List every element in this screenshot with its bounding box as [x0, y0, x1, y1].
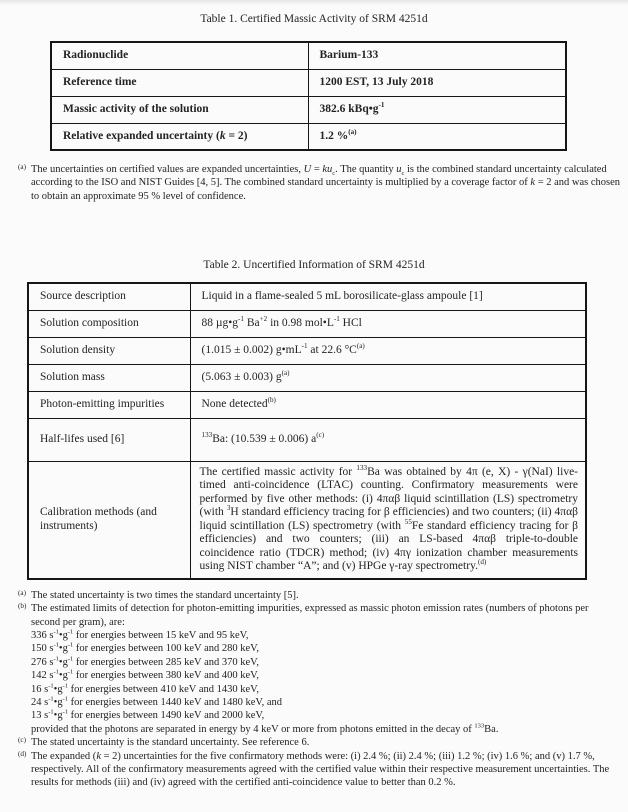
footnote-marker: (d) [18, 749, 27, 758]
footnote-text: The uncertainties on certified values are expanded uncertainties, $U = ku_c$. The quantity $u_c$ is the combined standard uncertainty calculated according to the ISO and NIST Guides [4, 5]. The combined standard uncertainty is multiplied by a coverage factor of k = 2 and was chosen to obtain an approximate 95 % level of confidence. [31, 164, 621, 202]
detection-limit-line: 16 $s^{-1}•g^{-1}$ for energies between 410 keV and 1430 keV, [31, 682, 259, 695]
row-label-cell: Half-lifes used [6] [28, 418, 190, 461]
table2-footnotes [18, 589, 620, 790]
row-label-cell: Calibration methods (and instruments) [28, 461, 190, 579]
row-label-cell: Source description [28, 283, 190, 310]
table-row [28, 391, 586, 418]
footnote-marker: (c) [18, 736, 26, 745]
table-row [51, 123, 566, 150]
detection-limit-line: 150 $s^{-1}•g^{-1}$ for energies between 100 keV and 280 keV, [31, 641, 259, 655]
detection-limit-line: 142 $s^{-1}•g^{-1}$ for energies between 380 keV and 400 keV, [31, 668, 259, 682]
detection-limit-line: 336 $s^{-1}•g^{-1}$ for energies between 15 keV and 95 keV, [31, 628, 249, 641]
row-value-cell: 1.2 %$^{(a)}$ [308, 123, 566, 150]
row-label-cell: Radionuclide [51, 42, 308, 69]
row-label-cell: Reference time [51, 69, 308, 96]
document-page [0, 13, 628, 790]
detection-limit-line: 24 $s^{-1}•g^{-1}$ for energies between 1440 keV and 1480 keV, and [31, 695, 283, 708]
table-row [51, 96, 566, 123]
table2-title: Table 2. Uncertified Information of SRM 4251d [203, 259, 425, 272]
footnote-text: The expanded (k = 2) uncertainties for the five confirmatory methods were: (i) 2.4 %; (ii) 2.4 %; (iii) 1.2 %; (iv) 1.6 %; and (v) 1.7 %, respectively. All of the confirmatory measurements agreed with the certified value within their respective measurement uncertainties. The results for methods (iii) and (iv) agreed with the certified anti-coincidence value to better than 0.2 %. [31, 750, 610, 789]
footnote-text: The estimated limits of detection for photon-emitting impurities, expressed as massic photon emission rates (numbers of photons per second per gram), are: [31, 603, 589, 628]
table-row [28, 337, 586, 364]
footnote-b [18, 602, 620, 736]
row-value-cell: 88 $\mu g•g^{-1}$ $Ba^{+2}$ in 0.98 $mol•L^{-1}$ HCl [190, 310, 586, 337]
detection-limit-proviso: provided that the photons are separated in energy by 4 keV or more from photons emitted in the decay of $^{133}$Ba. [31, 722, 499, 735]
table-row [28, 461, 586, 579]
footnote-c [18, 736, 620, 749]
row-label-cell: Relative expanded uncertainty (k = 2) [51, 123, 308, 150]
detection-limit-line: 13 $s^{-1}•g^{-1}$ for energies between 1490 keV and 2000 keV, [31, 708, 265, 722]
row-label-cell: Solution mass [28, 364, 190, 391]
row-label-cell: Solution composition [28, 310, 190, 337]
footnote-marker: (a) [18, 163, 26, 171]
row-value-cell: (1.015 ± 0.002) $g•mL^{-1}$ at 22.6 $^\circ C^{(a)}$ [190, 337, 586, 364]
row-label-cell: Solution density [28, 337, 190, 364]
table-row [51, 42, 566, 69]
row-value-cell: None detected$^{(b)}$ [190, 391, 586, 418]
footnote-marker: (a) [18, 588, 26, 597]
row-label-cell: Massic activity of the solution [51, 96, 308, 123]
row-value-cell: Barium-133 [308, 42, 566, 69]
row-value-cell: The certified massic activity for $^{133}$Ba was obtained by 4π (e, X) - γ(NaI) live-timed anti-coincidence (LTAC) counting. Confirmatory measurements were performed by five other methods: (i) 4παβ liquid scintillation (LS) spectrometry (with $^3$H standard efficiency tracing for β efficiencies) and two counters; (ii) 4παβ liquid scintillation (LS) spectrometry (with $^{55}$Fe standard efficiency tracing for β efficiencies) and two counters; (iii) an LS-based 4παβ triple-to-double coincidence ratio (TDCR) method; (iv) 4πγ ionization chamber measurements using NIST chamber “A”; and (v) HPGe γ-ray spectrometry.$^{(d)}$ [190, 461, 586, 579]
footnote-a [18, 589, 620, 602]
row-value-cell: $^{133}$Ba: (10.539 ± 0.006) $a^{(c)}$ [190, 418, 586, 461]
row-value-cell: 1200 EST, 13 July 2018 [308, 69, 566, 96]
row-value-cell: 382.6 $kBq•g^{-1}$ [308, 96, 566, 123]
row-value-cell: (5.063 ± 0.003) $g^{(a)}$ [190, 364, 586, 391]
footnote-text: The stated uncertainty is two times the standard uncertainty [5]. [31, 589, 299, 601]
footnote-text: The stated uncertainty is the standard uncertainty. See reference 6. [31, 737, 310, 749]
table1-footnotes [18, 163, 620, 203]
footnote-d [18, 750, 620, 790]
table-row [28, 418, 586, 461]
footnote-marker: (b) [18, 602, 27, 611]
table-row [28, 310, 586, 337]
table-row [28, 283, 586, 310]
footnote-a [18, 163, 620, 203]
table-row [28, 364, 586, 391]
table2 [27, 282, 587, 580]
table1 [50, 41, 567, 151]
detection-limit-line: 276 $s^{-1}•g^{-1}$ for energies between 285 keV and 370 keV, [31, 655, 259, 668]
row-value-cell: Liquid in a flame-sealed 5 mL borosilicate-glass ampoule [1] [190, 283, 586, 310]
table1-title: Table 1. Certified Massic Activity of SRM 4251d [200, 13, 428, 25]
row-label-cell: Photon-emitting impurities [28, 391, 190, 418]
table-row [51, 69, 566, 96]
